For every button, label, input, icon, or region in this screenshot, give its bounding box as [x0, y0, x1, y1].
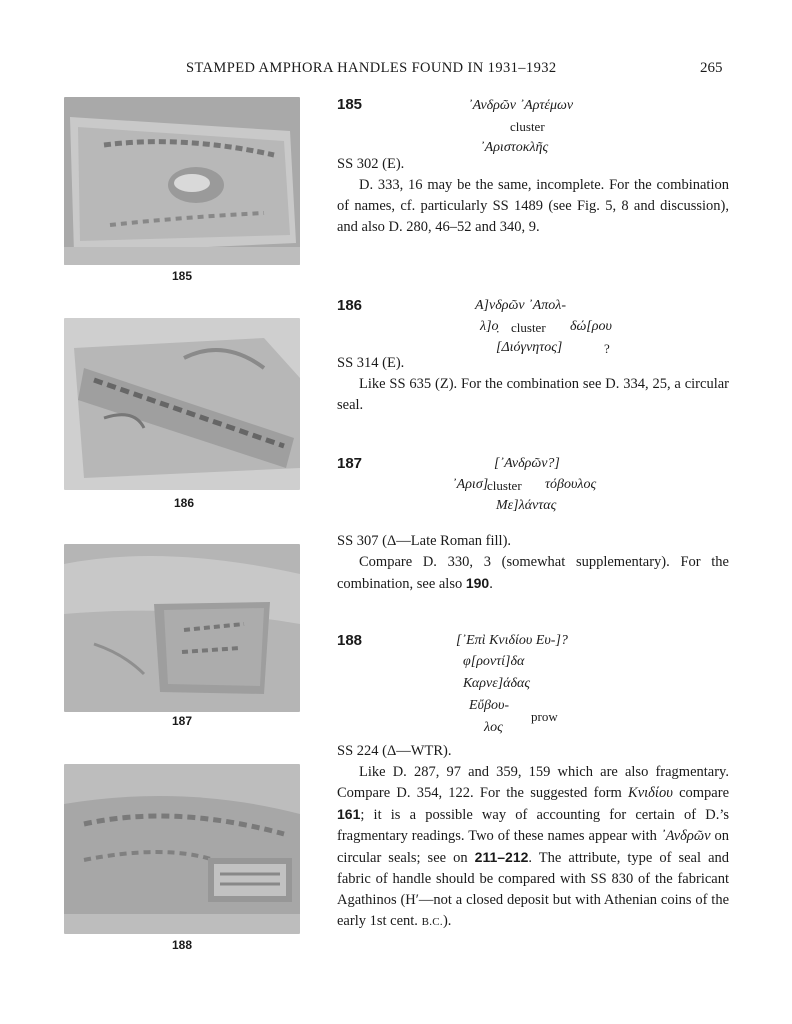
- inscription-line: cluster: [510, 119, 545, 134]
- entry-187-number: 187: [337, 455, 363, 472]
- figure-187-photo: [64, 544, 300, 712]
- inscription-line: Εὔβου-: [469, 698, 510, 713]
- inscription-line: δώ[ρου: [570, 319, 612, 334]
- figure-caption: 187: [172, 714, 193, 728]
- inscription-line: ?: [604, 341, 610, 356]
- entry-185-number: 185: [337, 96, 363, 113]
- inscription-line: [᾿Ανδρῶν?]: [494, 456, 560, 471]
- inscription-line: Με]λάντας: [496, 498, 557, 513]
- commentary: Compare D. 330, 3 (somewhat supplementary). For the combination, see also 190.: [337, 554, 729, 592]
- inscription-line: Καρνε]άδας: [463, 676, 531, 691]
- figure-caption: 186: [174, 496, 195, 510]
- inscription-line: [᾿Επὶ Κνιδίου Ευ-]?: [456, 633, 568, 648]
- figure-caption: 188: [172, 938, 193, 952]
- entry-188-number: 188: [337, 632, 363, 649]
- inscription-line: τόβουλος: [545, 477, 597, 492]
- figure-186-photo: [64, 318, 300, 490]
- inscription-line: ᾿Αριστοκλῆς: [480, 140, 549, 155]
- figure-caption: 185: [172, 269, 193, 283]
- entry-186-number: 186: [337, 297, 363, 314]
- inscription-line: ᾿Ανδρῶν ᾿Αρτέμων: [468, 98, 574, 113]
- amphora-handle-photo-icon: [64, 97, 300, 265]
- inscription-line: Α]νδρῶν ᾿Απολ-: [475, 298, 566, 313]
- entry-185-body: [337, 154, 729, 238]
- cross-reference: 211–212: [474, 849, 529, 865]
- commentary: Like SS 635 (Z). For the combination see D. 334, 25, a circular seal.: [337, 376, 729, 413]
- amphora-handle-photo-icon: [64, 318, 300, 490]
- cross-reference: 161: [337, 806, 361, 822]
- inscription-line: ᾿Αρισ]: [452, 477, 489, 492]
- ss-reference: SS 307 (Δ—Late Roman fill).: [337, 533, 512, 549]
- inscription-line: cluster: [511, 320, 546, 335]
- ss-reference: SS 314 (E).: [337, 355, 405, 371]
- inscription-line: λος: [484, 720, 503, 735]
- running-header: STAMPED AMPHORA HANDLES FOUND IN 1931–1932: [186, 60, 557, 76]
- page-number: 265: [700, 60, 723, 76]
- inscription-line: φ[ροντί]δα: [463, 654, 525, 669]
- figure-188-photo: [64, 764, 300, 934]
- ss-reference: SS 302 (E).: [337, 156, 405, 172]
- cross-reference: 190: [465, 575, 490, 591]
- figure-185-photo: [64, 97, 300, 265]
- ss-reference: SS 224 (Δ—WTR).: [337, 743, 452, 759]
- commentary: Like D. 287, 97 and 359, 159 which are also fragmentary. Compare D. 354, 122. For the suggested form Κνιδίου compare 161; it is a possible way of accounting for certain of D.’s fragmentary readings. Two of these names appear with ᾿Ανδρῶν on circular seals; see on 211–212. The attribute, type of seal and fabric of handle should be compared with SS 830 of the fabricant Agathinos (H′—not a closed deposit but with Athenian coins of the early 1st cent. B.C.).: [337, 764, 730, 929]
- amphora-handle-photo-icon: [64, 544, 300, 712]
- entry-187-body: [337, 531, 729, 595]
- entry-188-body: [337, 741, 729, 933]
- inscription-line: λ]ο̣: [480, 319, 499, 334]
- inscription-line: prow: [531, 709, 558, 724]
- entry-186-body: [337, 353, 729, 416]
- inscription-line: [Διόγνητος]: [496, 340, 563, 355]
- inscription-line: cluster: [487, 478, 522, 493]
- amphora-handle-photo-icon: [64, 764, 300, 934]
- commentary: D. 333, 16 may be the same, incomplete. For the combination of names, cf. particularly SS 1489 (see Fig. 5, 8 and discussion), and also D. 280, 46–52 and 340, 9.: [337, 177, 729, 235]
